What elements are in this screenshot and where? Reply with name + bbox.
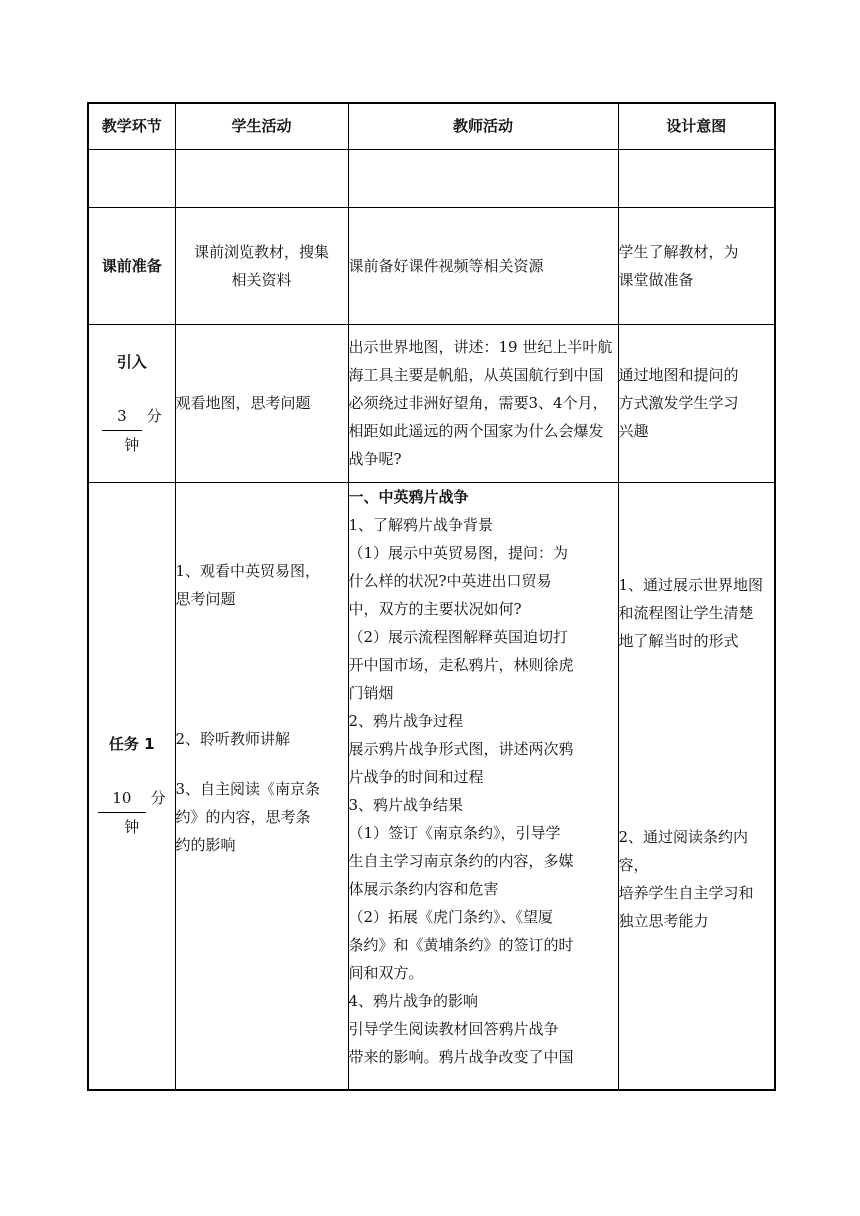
text-line: 1、了解鸦片战争背景 [348,515,494,534]
text-line: （2）拓展《虎门条约》、《望厦 [348,907,554,926]
intro-stage-cell [88,324,175,482]
intro-student: 观看地图，思考问题 [175,324,348,482]
task1-row [88,482,775,1090]
task1-teacher [348,482,618,1090]
minute-unit: 分 [150,789,166,808]
prep-stage: 课前准备 [88,207,175,324]
text-line: 约的影响 [175,835,236,854]
text-line: 兴趣 [618,422,649,440]
text-line: 独立思考能力 [618,911,709,930]
text-line: 地了解当时的形式 [618,631,739,650]
text-line: 培养学生自主学习和 [618,883,754,902]
text-line: 战争呢? [348,450,402,468]
prep-row [88,207,775,324]
text-line: 体展示条约内容和危害 [348,879,499,898]
text-line: 片战争的时间和过程 [348,767,484,786]
intro-minutes: 3 [102,402,142,431]
text-line: 条约》和《黄埔条约》的签订的时 [348,935,574,954]
text-line: 3、自主阅读《南京条 [175,779,321,798]
text-line: 2、聆听教师讲解 [175,729,291,748]
text-line: 开中国市场，走私鸦片，林则徐虎 [348,655,574,674]
intro-intent [618,324,775,482]
minute-unit-2: 钟 [124,818,140,837]
intro-duration [89,402,175,431]
prep-intent [618,207,775,324]
text-line: 间和双方。 [348,963,424,982]
intro-row [88,324,775,482]
text-line: 思考问题 [175,589,236,608]
text-line: （1）签订《南京条约》，引导学 [348,823,561,842]
text-line: 中，双方的主要状况如何? [348,599,522,618]
empty-cell [175,149,348,207]
header-row [88,103,775,149]
text-line: 门销烟 [348,683,394,702]
text-line: 约》的内容，思考条 [175,807,311,826]
empty-cell [618,149,775,207]
header-intent: 设计意图 [618,103,775,149]
text-line: 1、通过展示世界地图 [618,575,764,594]
text-line: 3、鸦片战争结果 [348,795,464,814]
text-line: 展示鸦片战争形式图，讲述两次鸦 [348,739,574,758]
task1-stage-cell [88,482,175,1090]
empty-cell [88,149,175,207]
empty-row [88,149,775,207]
lesson-plan-table [87,102,776,1091]
text-line: 4、鸦片战争的影响 [348,991,479,1010]
task1-stage: 任务 1 [108,735,155,754]
text-line: 课前浏览教材，搜集 [193,242,329,261]
header-student: 学生活动 [175,103,348,149]
text-line: 方式激发学生学习 [618,394,739,412]
intro-teacher [348,324,618,482]
text-line: 课堂做准备 [618,270,694,289]
text-line: 海工具主要是帆船，从英国航行到中国 [348,366,604,384]
task1-intent [618,482,775,1090]
text-line: 1、观看中英贸易图， [175,561,321,580]
minute-unit-2: 钟 [124,435,140,454]
text-line: 什么样的状况?中英进出口贸易 [348,571,552,590]
header-stage: 教学环节 [88,103,175,149]
header-teacher: 教师活动 [348,103,618,149]
text-line: 带来的影响。鸦片战争改变了中国 [348,1047,574,1066]
task1-duration [89,784,175,813]
intro-stage: 引入 [116,352,147,371]
minute-unit: 分 [146,406,162,425]
task1-teacher-title: 一、中英鸦片战争 [348,487,469,506]
text-line: 和流程图让学生清楚 [618,603,754,622]
text-line: （2）展示流程图解释英国迫切打 [348,627,569,646]
empty-cell [348,149,618,207]
text-line: 相关资料 [231,270,292,289]
task1-student [175,482,348,1090]
text-line: 引导学生阅读教材回答鸦片战争 [348,1019,559,1038]
text-line: 2、鸦片战争过程 [348,711,464,730]
prep-teacher: 课前备好课件视频等相关资源 [348,207,618,324]
text-line: 出示世界地图，讲述：19 世纪上半叶航 [348,338,613,356]
text-line: 学生了解教材，为 [618,242,739,261]
text-line: 必须绕过非洲好望角，需要3、4个月， [348,394,608,412]
text-line: 相距如此遥远的两个国家为什么会爆发 [348,422,604,440]
prep-student [175,207,348,324]
text-line: 通过地图和提问的 [618,366,739,384]
text-line: 2、通过阅读条约内容， [618,827,749,874]
task1-minutes: 10 [98,784,146,813]
text-line: （1）展示中英贸易图，提问：为 [348,543,569,562]
text-line: 生自主学习南京条约的内容，多媒 [348,851,574,870]
